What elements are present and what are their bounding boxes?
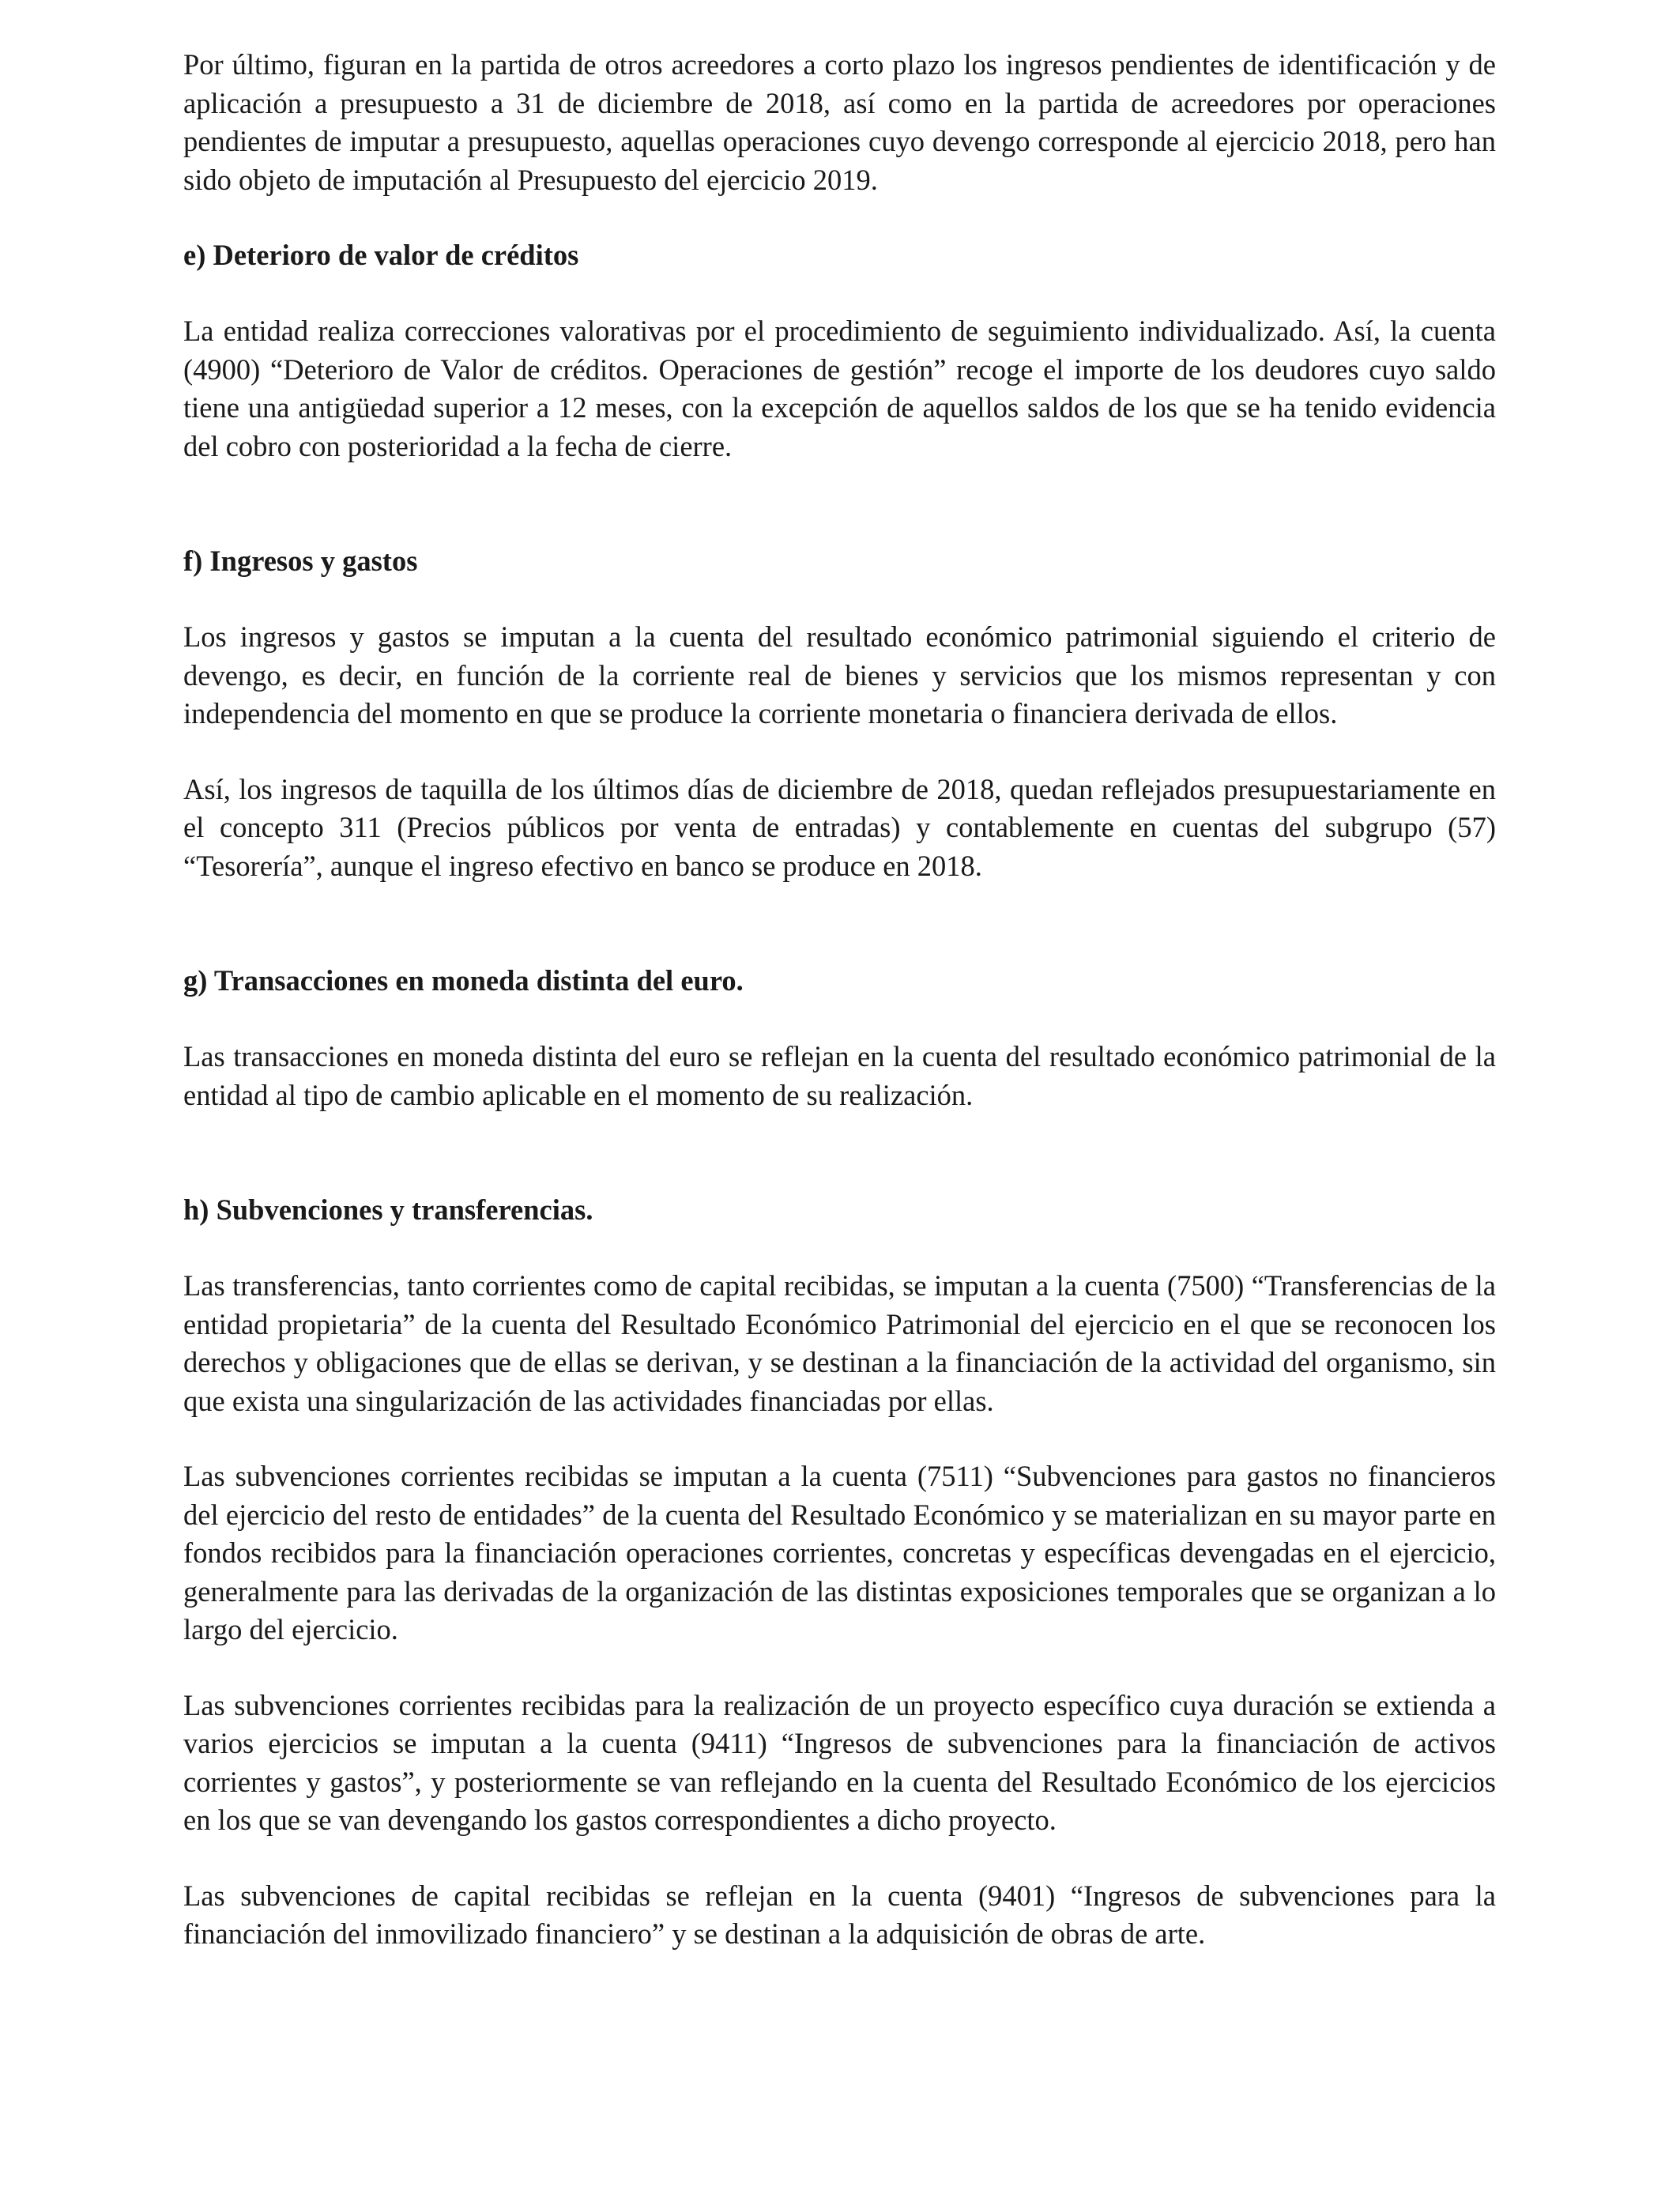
section-heading-subvenciones: h) Subvenciones y transferencias. bbox=[183, 1193, 593, 1226]
ingresos-gastos-paragraph-1: Los ingresos y gastos se imputan a la cuenta del resultado económico patrimonial siguiendo el criterio de devengo, es decir, en función de la corriente real de bienes y servicios que los mismos representan y con independencia del momento en que se produce la corriente monetaria o financiera derivada de ellos. bbox=[183, 620, 1496, 729]
section-heading-deterioro: e) Deterioro de valor de créditos bbox=[183, 239, 579, 271]
moneda-paragraph: Las transacciones en moneda distinta del euro se reflejan en la cuenta del resultado económico patrimonial de la entidad al tipo de cambio aplicable en el momento de su realización. bbox=[183, 1040, 1496, 1111]
ingresos-gastos-paragraph-2: Así, los ingresos de taquilla de los últimos días de diciembre de 2018, quedan reflejados presupuestariamente en el concepto 311 (Precios públicos por venta de entradas) y contablemente en cuentas del subgrupo (57) “Tesorería”, aunque el ingreso efectivo en banco se produce en 2018. bbox=[183, 772, 1496, 882]
subvenciones-paragraph-4: Las subvenciones de capital recibidas se reflejan en la cuenta (9401) “Ingresos de subvenciones para la financiación del inmovilizado financiero” y se destinan a la adquisición de obras de arte. bbox=[183, 1879, 1496, 1950]
section-heading-moneda: g) Transacciones en moneda distinta del euro. bbox=[183, 964, 744, 997]
section-heading-ingresos-gastos: f) Ingresos y gastos bbox=[183, 545, 418, 577]
intro-paragraph: Por último, figuran en la partida de otros acreedores a corto plazo los ingresos pendientes de identificación y de aplicación a presupuesto a 31 de diciembre de 2018, así como en la partida de acreedores por operaciones pendientes de imputar a presupuesto, aquellas operaciones cuyo devengo corresponde al ejercicio 2018, pero han sido objeto de imputación al Presupuesto del ejercicio 2019. bbox=[183, 48, 1496, 196]
subvenciones-paragraph-1: Las transferencias, tanto corrientes como de capital recibidas, se imputan a la cuenta (7500) “Transferencias de la entidad propietaria” de la cuenta del Resultado Económico Patrimonial del ejercicio en el que se reconocen los derechos y obligaciones que de ellas se derivan, y se destinan a la financiación de la actividad del organismo, sin que exista una singularización de las actividades financiadas por ellas. bbox=[183, 1269, 1496, 1417]
document-page bbox=[183, 46, 1496, 2164]
subvenciones-paragraph-3: Las subvenciones corrientes recibidas para la realización de un proyecto específico cuya duración se extienda a varios ejercicios se imputan a la cuenta (9411) “Ingresos de subvenciones para la financiación de activos corrientes y gastos”, y posteriormente se van reflejando en la cuenta del Resultado Económico de los ejercicios en los que se van devengando los gastos correspondientes a dicho proyecto. bbox=[183, 1688, 1496, 1836]
subvenciones-paragraph-2: Las subvenciones corrientes recibidas se imputan a la cuenta (7511) “Subvenciones para gastos no financieros del ejercicio del resto de entidades” de la cuenta del Resultado Económico y se materializan en su mayor parte en fondos recibidos para la financiación operaciones corrientes, concretas y específicas devengadas en el ejercicio, generalmente para las derivadas de la organización de las distintas exposiciones temporales que se organizan a lo largo del ejercicio. bbox=[183, 1460, 1496, 1646]
deterioro-paragraph: La entidad realiza correcciones valorativas por el procedimiento de seguimiento individualizado. Así, la cuenta (4900) “Deterioro de Valor de créditos. Operaciones de gestión” recoge el importe de los deudores cuyo saldo tiene una antigüedad superior a 12 meses, con la excepción de aquellos saldos de los que se ha tenido evidencia del cobro con posterioridad a la fecha de cierre. bbox=[183, 315, 1496, 462]
